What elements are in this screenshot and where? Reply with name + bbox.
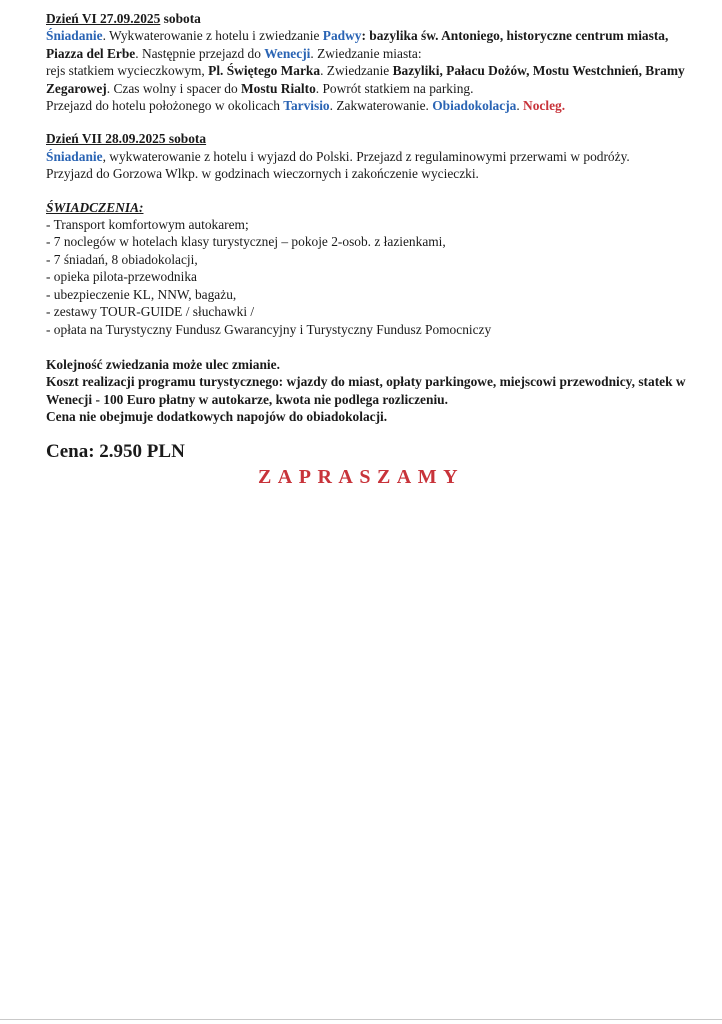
- dinner-label: Obiadokolacja: [432, 98, 517, 114]
- list-item: - 7 śniadań, 8 obiadokolacji,: [46, 251, 198, 267]
- list-item: - zestawy TOUR-GUIDE / słuchawki /: [46, 304, 255, 320]
- services-title: ŚWIADCZENIA:: [46, 199, 144, 215]
- venice-sights: Bazyliki, Pałacu Dożów, Mostu Westchnień, Bramy Zegarowej: [46, 63, 685, 96]
- list-item: - 7 noclegów w hotelach klasy turystycznej – pokoje 2-osob. z łazienkami,: [46, 234, 446, 250]
- day-7-date: Dzień VII 28.09.2025 sobota: [46, 131, 207, 147]
- city-wenecja: Wenecji: [264, 45, 311, 61]
- invite-heading: ZAPRASZAMY: [257, 466, 465, 488]
- day-7-heading: [46, 130, 686, 147]
- day-6-text: . Następnie przejazd do: [135, 45, 265, 61]
- day-6-section: [46, 10, 686, 114]
- note-order: Kolejność zwiedzania może ulec zmianie.: [46, 356, 280, 372]
- day-6-text: .: [516, 98, 524, 114]
- day-6-text: . Zakwaterowanie.: [329, 98, 433, 114]
- list-item: - opieka pilota-przewodnika: [46, 269, 197, 285]
- city-tarvisio: Tarvisio: [283, 98, 330, 114]
- day-6-heading: [46, 10, 686, 27]
- breakfast-label: Śniadanie: [46, 148, 103, 164]
- padwa-sights: : bazylika św. Antoniego, historyczne centrum miasta, Piazza del Erbe: [46, 28, 669, 61]
- day-6-date: Dzień VI 27.09.2025: [46, 11, 161, 26]
- note-exclusions: Cena nie obejmuje dodatkowych napojów do obiadokolacji.: [46, 409, 388, 425]
- rialto-bridge: Mostu Rialto: [241, 80, 316, 96]
- day-6-description: [46, 27, 686, 114]
- document-body: [46, 10, 686, 464]
- day-6-weekday: sobota: [160, 11, 201, 26]
- overnight-label: Nocleg.: [523, 98, 566, 114]
- day-7-description: [46, 148, 686, 183]
- day-6-text: Przejazd do hotelu położonego w okolicach: [46, 98, 284, 114]
- breakfast-label: Śniadanie: [46, 28, 103, 44]
- day-6-text: rejs statkiem wycieczkowym,: [46, 63, 209, 79]
- list-item: - Transport komfortowym autokarem;: [46, 217, 249, 233]
- list-item: - ubezpieczenie KL, NNW, bagażu,: [46, 286, 237, 302]
- services-list: [46, 216, 686, 338]
- day-7-text: Przyjazd do Gorzowa Wlkp. w godzinach wieczornych i zakończenie wycieczki.: [46, 166, 479, 182]
- day-6-text: . Czas wolny i spacer do: [106, 80, 241, 96]
- services-section: [46, 199, 686, 338]
- notes-section: [46, 356, 686, 426]
- list-item: - opłata na Turystyczny Fundusz Gwarancyjny i Turystyczny Fundusz Pomocniczy: [46, 321, 492, 337]
- day-6-text: . Powrót statkiem na parking.: [315, 80, 474, 96]
- note-costs: Koszt realizacji programu turystycznego: wjazdy do miast, opłaty parkingowe, miejscowi przewodnicy, statek w Wenecji - 100 Euro płatny w autokarze, kwota nie podlega rozliczeniu.: [46, 374, 686, 407]
- st-mark-square: Pl. Świętego Marka: [208, 63, 321, 79]
- day-7-section: [46, 130, 686, 182]
- day-6-text: . Wykwaterowanie z hotelu i zwiedzanie: [102, 28, 323, 44]
- bottom-divider: [0, 1019, 722, 1020]
- price: Cena: 2.950 PLN: [46, 440, 185, 462]
- day-6-text: . Zwiedzanie miasta:: [310, 45, 422, 61]
- day-6-text: . Zwiedzanie: [320, 63, 393, 79]
- city-padwa: Padwy: [322, 28, 362, 44]
- day-7-text: , wykwaterowanie z hotelu i wyjazd do Polski. Przejazd z regulaminowymi przerwami w podróży.: [102, 148, 630, 164]
